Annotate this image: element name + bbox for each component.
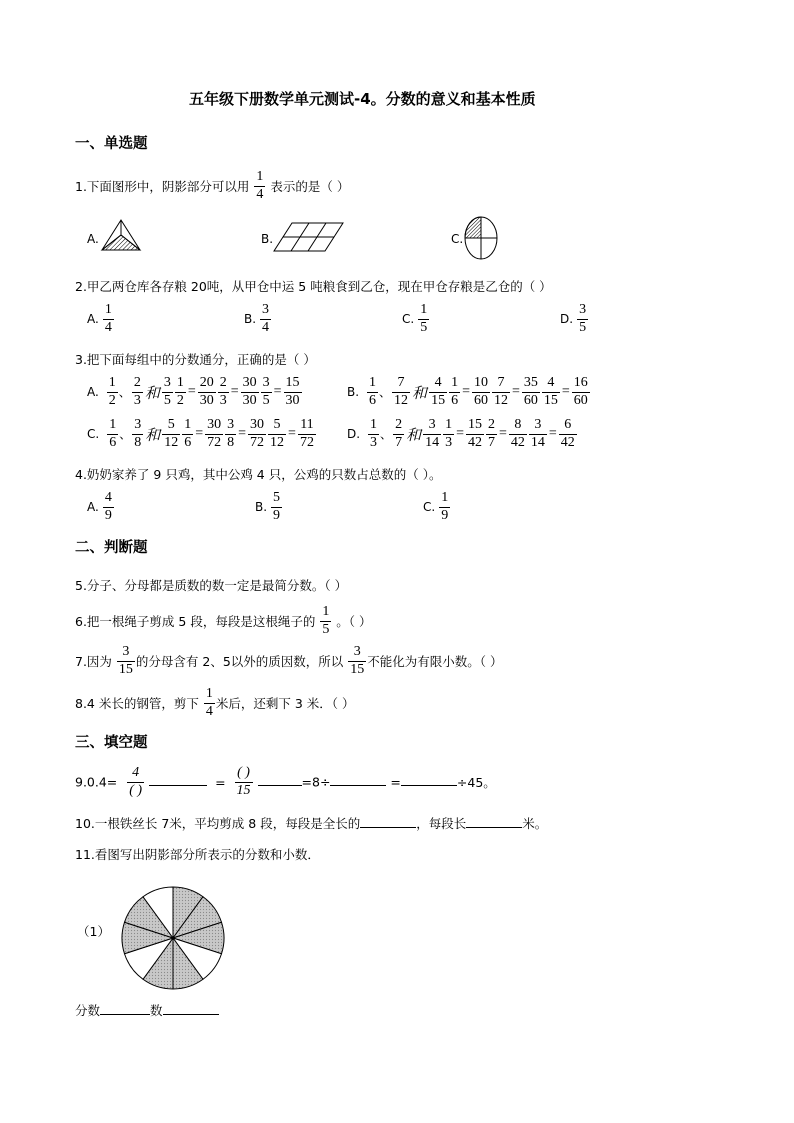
question-7: 7.因为 $\frac{3}{15}$ 的分母含有 2、5以外的质因数，所以 $\frac{3}{15}$ 不能化为有限小数。（ ） bbox=[75, 644, 503, 677]
q10-blank-1[interactable] bbox=[360, 817, 416, 828]
question-11-sub-1: （1） bbox=[77, 924, 110, 939]
section-heading-single-choice: 一、单选题 bbox=[75, 136, 148, 152]
question-6: 6.把一根绳子剪成 5 段，每段是这根绳子的 $\frac{1}{5}$ 。（ ） bbox=[75, 604, 372, 637]
q3-option-b[interactable]: B. $\frac{1}{6}$ 、 $\frac{7}{12}$ 和 $\frac{4}{15}$ $\frac{1}{6}$ = $\frac{10}{60}$ $\frac{7}{12}$ = $\frac{35}{60}$ $\frac{4}{15}$ = $\frac{16}{60}$ bbox=[347, 375, 588, 408]
q3-option-c[interactable]: C. $\frac{1}{6}$ 、 $\frac{3}{8}$ 和 $\frac{5}{12}$ $\frac{1}{6}$ = $\frac{30}{72}$ $\frac{3}{8}$ = $\frac{30}{72}$ $\frac{5}{12}$ = $\frac{11}{72}$ bbox=[87, 417, 314, 450]
question-4: 4.奶奶家养了 9 只鸡，其中公鸡 4 只，公鸡的只数占总数的（ ）。 bbox=[75, 467, 442, 482]
q3-option-a[interactable]: A. $\frac{1}{2}$ 、 $\frac{2}{3}$ 和 $\frac{3}{5}$ $\frac{1}{2}$ = $\frac{20}{30}$ $\frac{2}{3}$ = $\frac{30}{30}$ $\frac{3}{5}$ = $\frac{15}{30}$ bbox=[87, 375, 300, 408]
section-heading-fill-in: 三、填空题 bbox=[75, 735, 148, 751]
question-8-fraction: $\frac{1}{4}$ bbox=[205, 686, 213, 719]
shaded-circle-figure-icon bbox=[118, 884, 228, 992]
question-11-answer-line: 分数 数 bbox=[75, 1001, 219, 1019]
question-7-fraction-2: $\frac{3}{15}$ bbox=[350, 644, 365, 677]
question-5: 5.分子、分母都是质数的数一定是最简分数。（ ） bbox=[75, 578, 348, 593]
q4-option-a[interactable]: A. $\frac{4}{9}$ bbox=[87, 490, 112, 523]
q11-blank-decimal[interactable] bbox=[163, 1004, 219, 1015]
q2-option-d[interactable]: D. $\frac{3}{5}$ bbox=[560, 302, 587, 335]
q1-option-b[interactable]: B. bbox=[261, 231, 274, 246]
q2-option-c[interactable]: C. $\frac{1}{5}$ bbox=[402, 302, 428, 335]
q1-option-a[interactable]: A. bbox=[87, 231, 99, 246]
question-9: 9.0.4= $\frac{4}{( )}$ = $\frac{( )}{15}$ =8÷ = ÷45。 bbox=[75, 765, 496, 798]
question-2: 2.甲乙两仓库各存粮 20吨，从甲仓中运 5 吨粮食到乙仓，现在甲仓存粮是乙仓的（ ） bbox=[75, 279, 552, 294]
question-1-text-end: 表示的是（ ） bbox=[270, 179, 350, 195]
q10-blank-2[interactable] bbox=[466, 817, 522, 828]
q1-option-c[interactable]: C. bbox=[451, 231, 464, 246]
question-11: 11.看图写出阴影部分所表示的分数和小数． bbox=[75, 847, 320, 862]
question-1-fraction: $\frac{1}{4}$ bbox=[256, 169, 264, 202]
question-1-text: 1.下面图形中，阴影部分可以用 bbox=[75, 179, 250, 195]
question-10: 10.一根铁丝长 7米，平均剪成 8 段，每段是全长的 ，每段长 米。 bbox=[75, 816, 548, 831]
q4-option-b[interactable]: B. $\frac{5}{9}$ bbox=[255, 490, 281, 523]
q9-blank-2[interactable] bbox=[258, 775, 302, 786]
q9-blank-1[interactable] bbox=[149, 775, 207, 786]
parallelogram-grid-icon bbox=[273, 221, 345, 253]
question-3: 3.把下面每组中的分数通分，正确的是（ ） bbox=[75, 352, 316, 367]
section-heading-true-false: 二、判断题 bbox=[75, 540, 148, 556]
question-6-fraction: $\frac{1}{5}$ bbox=[322, 604, 330, 637]
q11-blank-fraction[interactable] bbox=[100, 1004, 150, 1015]
q9-blank-4[interactable] bbox=[401, 775, 457, 786]
q9-blank-3[interactable] bbox=[330, 775, 386, 786]
q2-option-a[interactable]: A. $\frac{1}{4}$ bbox=[87, 302, 112, 335]
q2-option-b[interactable]: B. $\frac{3}{4}$ bbox=[244, 302, 270, 335]
q3-option-d[interactable]: D. $\frac{1}{3}$ 、 $\frac{2}{7}$ 和 $\frac{3}{14}$ $\frac{1}{3}$ = $\frac{15}{42}$ $\frac{2}{7}$ = $\frac{8}{42}$ $\frac{3}{14}$ = $\frac{6}{42}$ bbox=[347, 417, 575, 450]
page-title: 五年级下册数学单元测试-4。分数的意义和基本性质 bbox=[189, 90, 536, 108]
triangle-figure-icon bbox=[100, 217, 142, 253]
q4-option-c[interactable]: C. $\frac{1}{9}$ bbox=[423, 490, 449, 523]
question-8: 8.4 米长的钢管，剪下 $\frac{1}{4}$ 米后，还剩下 3 米．（ ） bbox=[75, 686, 355, 719]
question-7-fraction: $\frac{3}{15}$ bbox=[118, 644, 133, 677]
question-1 bbox=[75, 170, 349, 202]
ellipse-quarter-icon bbox=[464, 215, 498, 261]
